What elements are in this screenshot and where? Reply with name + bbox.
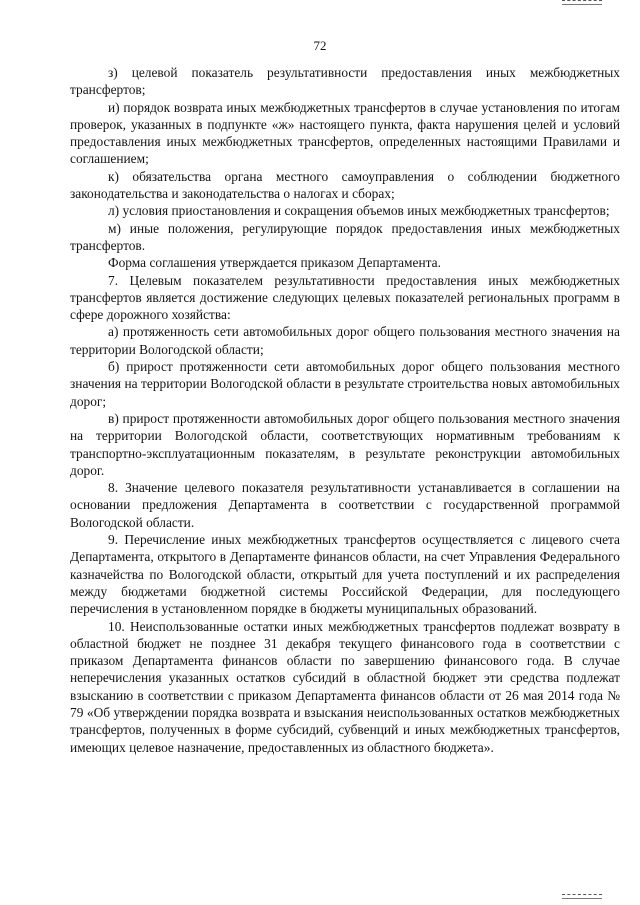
- paragraph-z: з) целевой показатель результативности предоставления иных межбюджетных трансфертов;: [70, 65, 620, 98]
- scan-mark-bottom: [562, 894, 602, 899]
- paragraph-agreement-form: Форма соглашения утверждается приказом Департамента.: [108, 255, 441, 271]
- scan-mark-top: [562, 0, 602, 5]
- paragraph-l: л) условия приостановления и сокращения объемов иных межбюджетных трансфертов;: [108, 203, 610, 219]
- paragraph-7b: б) прирост протяженности сети автомобильных дорог общего пользования местного значения на территории Вологодской области в результате строительства новых автомобильных дорог;: [70, 359, 620, 409]
- document-body: [70, 64, 620, 756]
- paragraph-7v: в) прирост протяженности автомобильных дорог общего пользования местного значения на территории Вологодской области, соответствующих нормативным требованиям к транспортно-эксплуатационным показателям, в результате реконструкции автомобильных дорог.: [70, 410, 620, 478]
- paragraph-7a: а) протяженность сети автомобильных дорог общего пользования местного значения на территории Вологодской области;: [70, 324, 620, 357]
- paragraph-10: 10. Неиспользованные остатки иных межбюджетных трансфертов подлежат возврату в областной бюджет не позднее 31 декабря текущего финансового года в соответствии с приказом Департамента финансов области по завершению финансового года. В случае неперечисления указанных остатков субсидий в областной бюджет эти средства подлежат взысканию в соответствии с приказом Департамента финансов области от 26 мая 2014 года № 79 «Об утверждении порядка возврата и взыскания неиспользованных остатков межбюджетных трансфертов, полученных в форме субсидий, субвенций и иных межбюджетных трансфертов, имеющих целевое назначение, предоставленных из областного бюджета».: [70, 618, 620, 755]
- page-number: 72: [313, 38, 327, 53]
- paragraph-9: 9. Перечисление иных межбюджетных трансфертов осуществляется с лицевого счета Департамента, открытого в Департаменте финансов области, на счет Управления Федерального казначейства по Вологодской области, открытый для учета поступлений и их распределения между бюджетами бюджетной системы Российской Федерации, для последующего перечисления в установленном порядке в бюджеты муниципальных образований.: [70, 532, 620, 617]
- paragraph-8: 8. Значение целевого показателя результативности устанавливается в соглашении на основании предложения Департамента в соответствии с государственной программой Вологодской области.: [70, 480, 620, 530]
- paragraph-i: и) порядок возврата иных межбюджетных трансфертов в случае установления по итогам проверок, указанных в подпункте «ж» настоящего пункта, факта нарушения целей и условий предоставления иных межбюджетных трансфертов, определенных настоящими Правилами и соглашением;: [70, 99, 620, 167]
- paragraph-7: 7. Целевым показателем результативности предоставления иных межбюджетных трансфертов является достижение следующих целевых показателей региональных программ в сфере дорожного хозяйства:: [70, 272, 620, 323]
- paragraph-k: к) обязательства органа местного самоуправления о соблюдении бюджетного законодательства и законодательства о налогах и сборах;: [70, 168, 620, 202]
- paragraph-m: м) иные положения, регулирующие порядок предоставления иных межбюджетных трансфертов.: [70, 220, 620, 253]
